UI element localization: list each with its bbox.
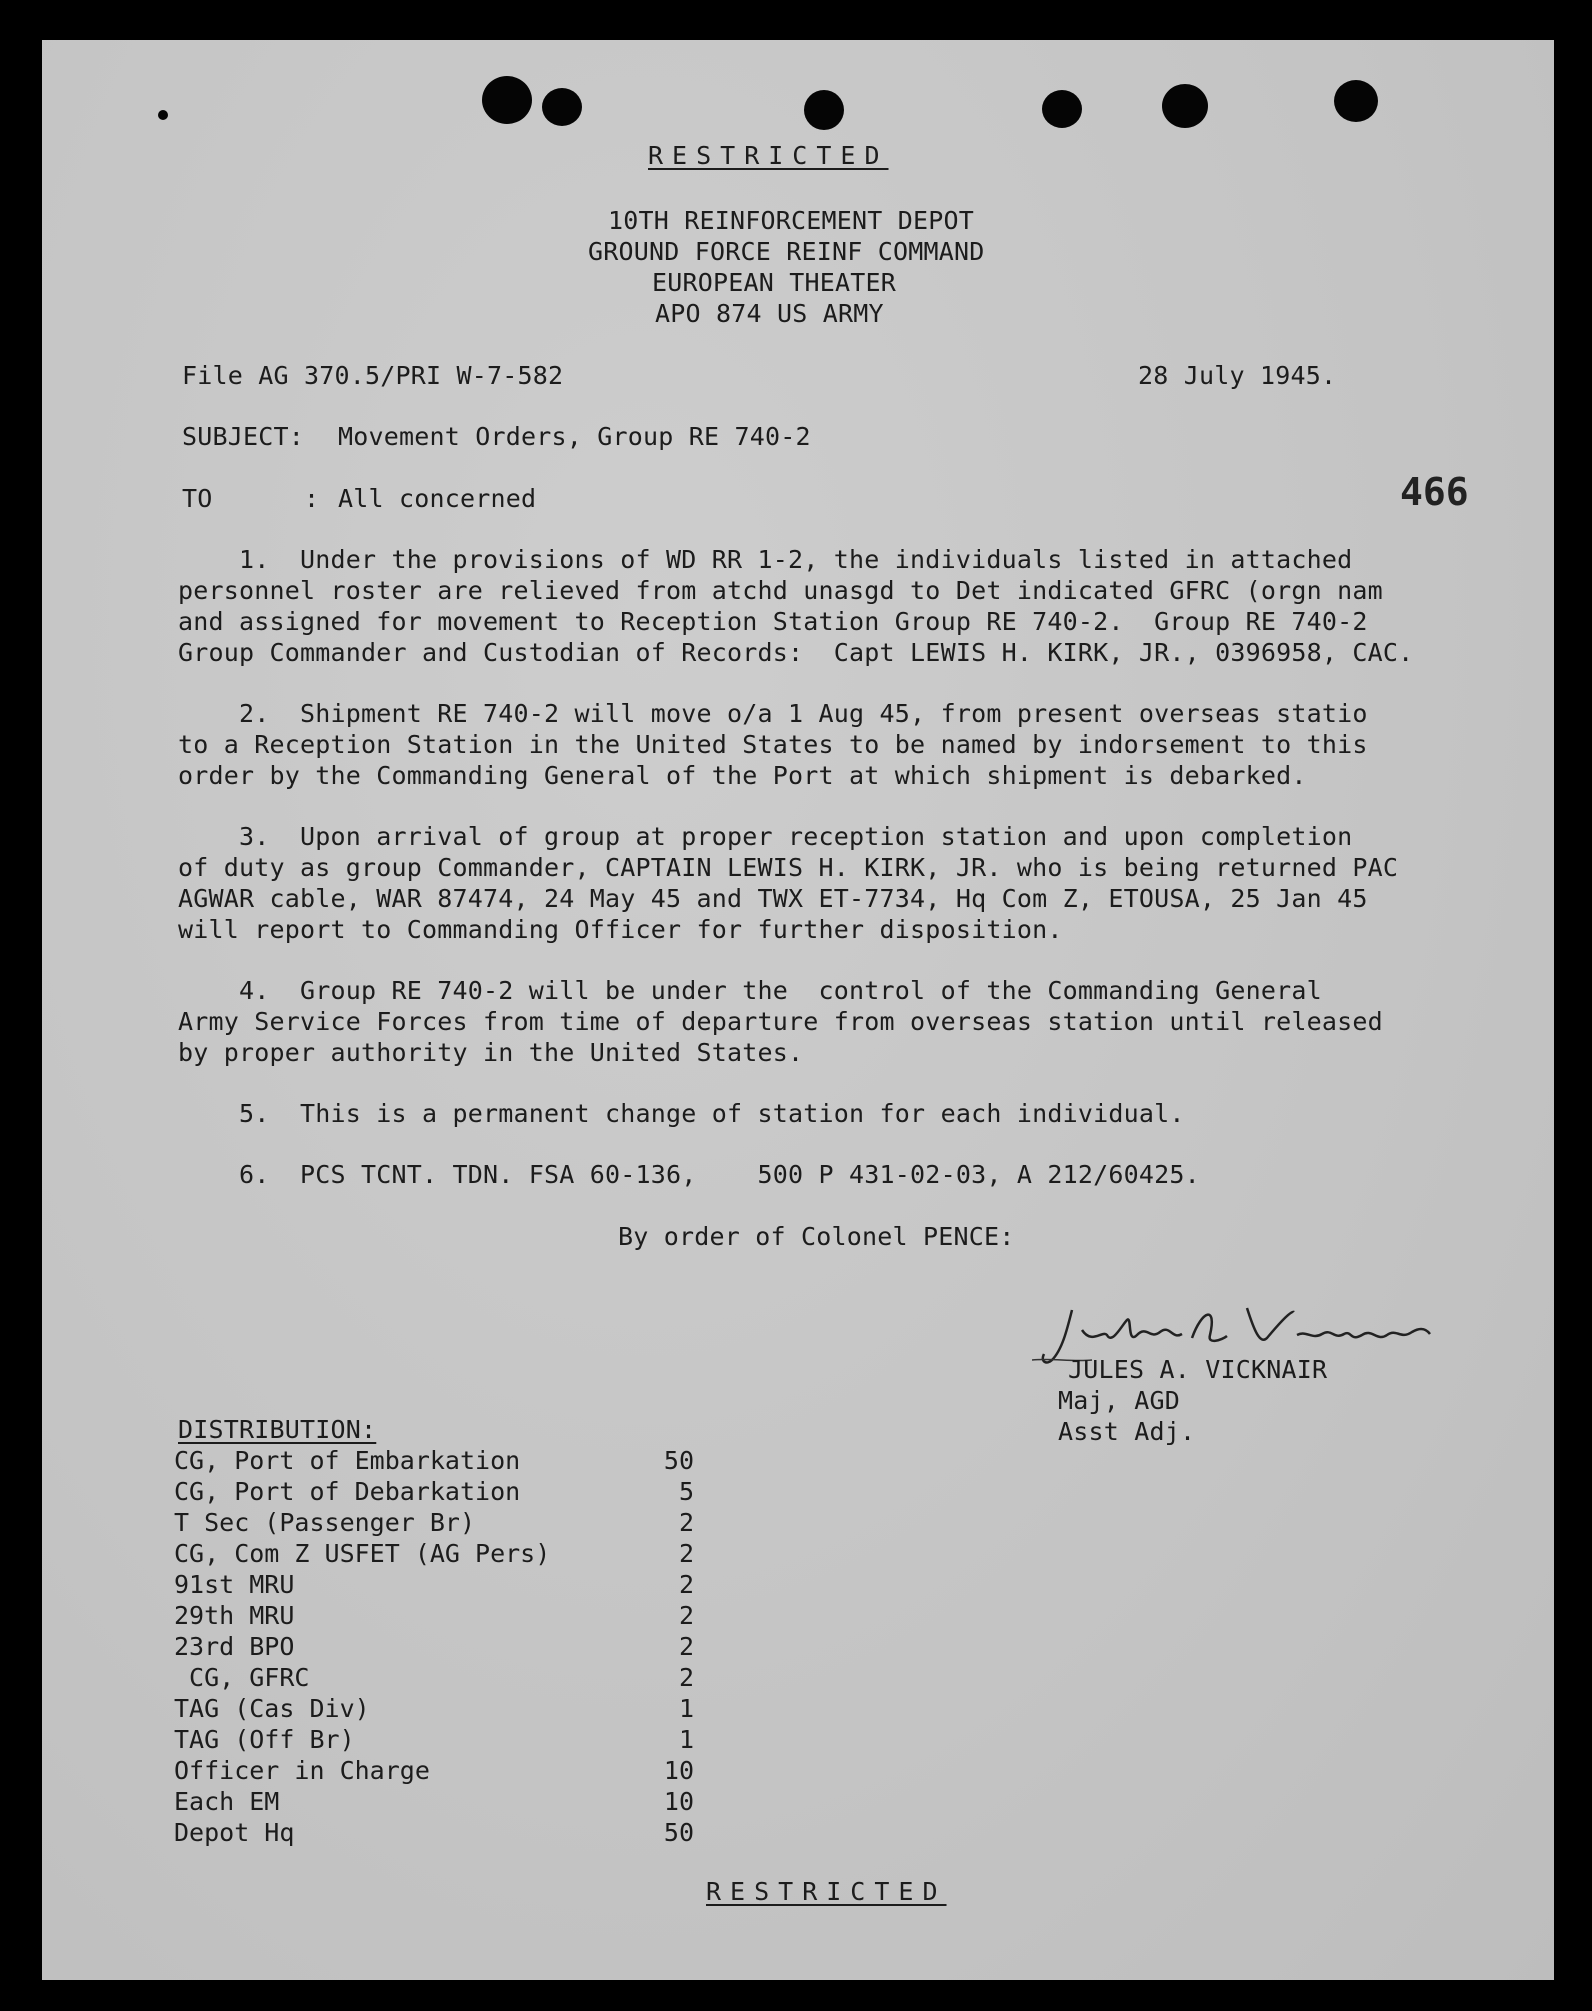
para-1-line-1: 1. Under the provisions of WD RR 1-2, the individuals listed in attached <box>178 545 1353 574</box>
subject-label: SUBJECT: <box>182 422 305 451</box>
to-text: All concerned <box>338 484 537 513</box>
punch-hole <box>1334 80 1378 122</box>
distribution-count: 2 <box>678 1508 694 1537</box>
distribution-count: 1 <box>678 1725 694 1754</box>
document-page <box>42 40 1554 1980</box>
punch-hole <box>1162 84 1208 128</box>
distribution-row <box>174 1507 694 1538</box>
signer-rank: Maj, AGD <box>1058 1386 1181 1415</box>
distribution-count: 2 <box>678 1539 694 1568</box>
para-1-line-2: personnel roster are relieved from atchd unasgd to Det indicated GFRC (orgn nam <box>178 576 1383 605</box>
distribution-recipient: Officer in Charge <box>174 1756 430 1785</box>
distribution-recipient: T Sec (Passenger Br) <box>174 1508 476 1537</box>
distribution-count: 50 <box>663 1446 694 1475</box>
distribution-row <box>174 1631 694 1662</box>
document-date: 28 July 1945. <box>1138 361 1337 390</box>
distribution-recipient: CG, GFRC <box>174 1663 310 1692</box>
distribution-count: 10 <box>663 1756 694 1785</box>
distribution-recipient: Each EM <box>174 1787 280 1816</box>
org-line-2: GROUND FORCE REINF COMMAND <box>588 237 985 266</box>
distribution-row <box>174 1755 694 1786</box>
org-line-1: 10TH REINFORCEMENT DEPOT <box>608 206 975 235</box>
distribution-recipient: CG, Port of Debarkation <box>174 1477 521 1506</box>
punch-hole <box>542 88 582 126</box>
distribution-heading: DISTRIBUTION: <box>178 1415 377 1444</box>
distribution-count: 1 <box>678 1694 694 1723</box>
para-3-line-2: of duty as group Commander, CAPTAIN LEWIS H. KIRK, JR. who is being returned PAC <box>178 853 1399 882</box>
to-label: TO : <box>182 484 320 513</box>
by-order-line: By order of Colonel PENCE: <box>618 1222 1015 1251</box>
distribution-count: 2 <box>678 1632 694 1661</box>
distribution-count: 50 <box>663 1818 694 1847</box>
distribution-row <box>174 1724 694 1755</box>
distribution-row <box>174 1786 694 1817</box>
org-line-4: APO 874 US ARMY <box>655 299 884 328</box>
para-4-line-2: Army Service Forces from time of departure from overseas station until released <box>178 1007 1383 1036</box>
para-1-line-4: Group Commander and Custodian of Records: Capt LEWIS H. KIRK, JR., 0396958, CAC. <box>178 638 1414 667</box>
punch-hole <box>804 90 844 130</box>
distribution-recipient: 91st MRU <box>174 1570 295 1599</box>
distribution-recipient: CG, Com Z USFET (AG Pers) <box>174 1539 551 1568</box>
distribution-row <box>174 1445 694 1476</box>
para-2-line-3: order by the Commanding General of the Port at which shipment is debarked. <box>178 761 1307 790</box>
distribution-count: 5 <box>678 1477 694 1506</box>
distribution-count: 2 <box>678 1570 694 1599</box>
distribution-recipient: TAG (Cas Div) <box>174 1694 370 1723</box>
distribution-row <box>174 1662 694 1693</box>
distribution-recipient: 23rd BPO <box>174 1632 295 1661</box>
distribution-count: 2 <box>678 1601 694 1630</box>
signer-name: JULES A. VICKNAIR <box>1068 1355 1328 1384</box>
para-3-line-1: 3. Upon arrival of group at proper reception station and upon completion <box>178 822 1353 851</box>
file-reference: File AG 370.5/PRI W-7-582 <box>182 361 564 390</box>
distribution-row <box>174 1693 694 1724</box>
distribution-recipient: Depot Hq <box>174 1818 295 1847</box>
distribution-row <box>174 1817 694 1848</box>
distribution-row <box>174 1569 694 1600</box>
para-1-line-3: and assigned for movement to Reception Station Group RE 740-2. Group RE 740-2 <box>178 607 1368 636</box>
restricted-bottom: RESTRICTED <box>706 1877 947 1906</box>
para-3-line-4: will report to Commanding Officer for further disposition. <box>178 915 1063 944</box>
para-6-line-1: 6. PCS TCNT. TDN. FSA 60-136, 500 P 431-02-03, A 212/60425. <box>178 1160 1200 1189</box>
restricted-top: RESTRICTED <box>648 141 889 170</box>
distribution-recipient: TAG (Off Br) <box>174 1725 355 1754</box>
distribution-recipient: CG, Port of Embarkation <box>174 1446 521 1475</box>
signer-title: Asst Adj. <box>1058 1417 1196 1446</box>
distribution-row <box>174 1538 694 1569</box>
distribution-count: 2 <box>678 1663 694 1692</box>
distribution-row <box>174 1476 694 1507</box>
para-4-line-1: 4. Group RE 740-2 will be under the control of the Commanding General <box>178 976 1322 1005</box>
distribution-recipient: 29th MRU <box>174 1601 295 1630</box>
subject-text: Movement Orders, Group RE 740-2 <box>338 422 811 451</box>
punch-hole <box>158 110 168 120</box>
punch-hole <box>482 76 532 124</box>
distribution-row <box>174 1600 694 1631</box>
para-4-line-3: by proper authority in the United States. <box>178 1038 804 1067</box>
punch-hole <box>1042 90 1082 128</box>
para-2-line-1: 2. Shipment RE 740-2 will move o/a 1 Aug 45, from present overseas statio <box>178 699 1368 728</box>
stamp-number: 466 <box>1400 470 1469 514</box>
para-3-line-3: AGWAR cable, WAR 87474, 24 May 45 and TWX ET-7734, Hq Com Z, ETOUSA, 25 Jan 45 <box>178 884 1368 913</box>
org-line-3: EUROPEAN THEATER <box>652 268 897 297</box>
para-2-line-2: to a Reception Station in the United States to be named by indorsement to this <box>178 730 1368 759</box>
distribution-count: 10 <box>663 1787 694 1816</box>
para-5-line-1: 5. This is a permanent change of station for each individual. <box>178 1099 1185 1128</box>
